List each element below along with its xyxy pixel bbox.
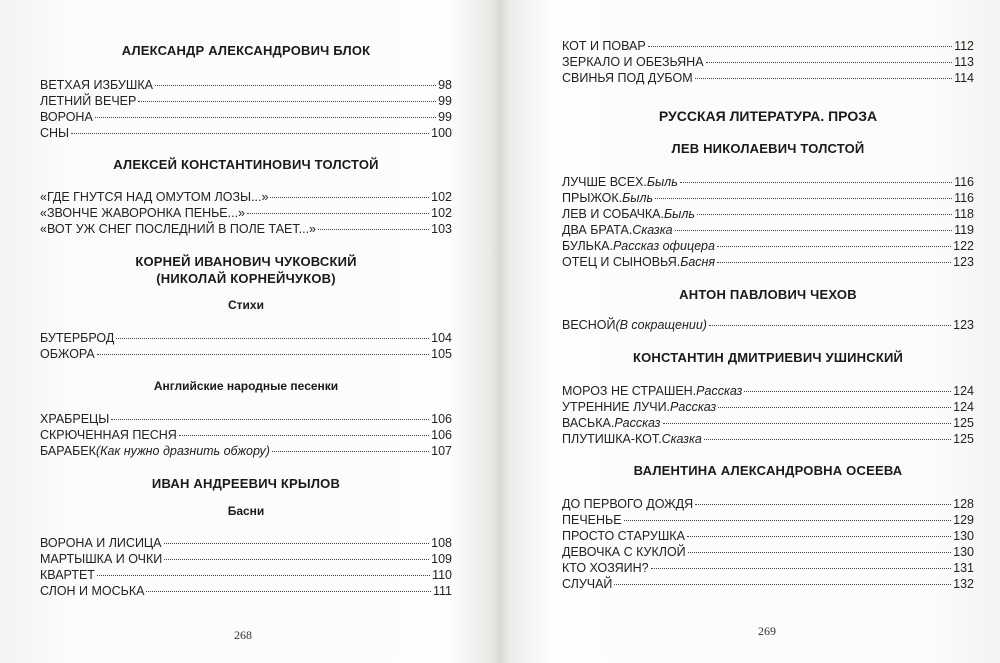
- dot-leader: [718, 407, 951, 408]
- toc-entry[interactable]: [562, 431, 974, 447]
- dot-leader: [146, 591, 431, 592]
- entry-title: КОТ И ПОВАР: [562, 39, 646, 53]
- dot-leader: [138, 101, 436, 102]
- entry-title: ВЕТХАЯ ИЗБУШКА: [40, 78, 153, 92]
- toc-entry[interactable]: [40, 205, 452, 221]
- toc-entry[interactable]: [562, 54, 974, 70]
- dot-leader: [97, 575, 430, 576]
- right-page: [562, 0, 974, 663]
- toc-entry[interactable]: [40, 125, 452, 141]
- entry-title: ОБЖОРА: [40, 347, 95, 361]
- dot-leader: [706, 62, 953, 63]
- author-heading: ЛЕВ НИКОЛАЕВИЧ ТОЛСТОЙ: [671, 141, 865, 156]
- entry-page: 119: [954, 223, 974, 237]
- entry-page: 99: [438, 94, 452, 108]
- dot-leader: [164, 543, 430, 544]
- toc-entry[interactable]: [40, 109, 452, 125]
- entry-title: УТРЕННИЕ ЛУЧИ.: [562, 400, 671, 414]
- entry-page: 130: [953, 545, 974, 559]
- entry-title: КВАРТЕТ: [40, 568, 95, 582]
- author-heading: АЛЕКСАНДР АЛЕКСАНДРОВИЧ БЛОК: [121, 43, 371, 58]
- toc-entry[interactable]: [562, 317, 974, 333]
- author-heading: КОНСТАНТИН ДМИТРИЕВИЧ УШИНСКИЙ: [632, 350, 904, 365]
- entry-page: 100: [431, 126, 452, 140]
- dot-leader: [111, 419, 429, 420]
- dot-leader: [709, 325, 951, 326]
- entry-note: Рассказ офицера: [612, 239, 715, 253]
- entry-title: ДВА БРАТА.: [562, 223, 633, 237]
- toc-entry[interactable]: [40, 427, 452, 443]
- entry-page: 118: [954, 207, 974, 221]
- left-page: [40, 0, 452, 663]
- dot-leader: [695, 504, 951, 505]
- entry-page: 110: [432, 568, 452, 582]
- subsection-heading: Стихи: [228, 298, 264, 312]
- dot-leader: [704, 439, 951, 440]
- toc-entry[interactable]: [40, 189, 452, 205]
- entry-page: 124: [953, 400, 974, 414]
- entry-page: 106: [431, 428, 452, 442]
- entry-title: «ВОТ УЖ СНЕГ ПОСЛЕДНИЙ В ПОЛЕ ТАЕТ...»: [40, 222, 316, 236]
- entry-note: Рассказ: [670, 400, 717, 414]
- toc-entry[interactable]: [40, 551, 452, 567]
- author-heading: КОРНЕЙ ИВАНОВИЧ ЧУКОВСКИЙ: [135, 254, 357, 269]
- toc-entry[interactable]: [40, 346, 452, 362]
- entry-page: 114: [954, 71, 974, 85]
- entry-title: «ЗВОНЧЕ ЖАВОРОНКА ПЕНЬЕ...»: [40, 206, 246, 220]
- section-title: РУССКАЯ ЛИТЕРАТУРА. ПРОЗА: [658, 108, 878, 124]
- entry-page: 131: [953, 561, 974, 575]
- toc-entry[interactable]: [562, 206, 974, 222]
- dot-leader: [655, 198, 952, 199]
- entry-page: 123: [953, 255, 974, 269]
- dot-leader: [270, 197, 429, 198]
- entry-page: 130: [953, 529, 974, 543]
- entry-title: «ГДЕ ГНУТСЯ НАД ОМУТОМ ЛОЗЫ...»: [40, 190, 269, 204]
- entry-title: ЛЕВ И СОБАЧКА.: [562, 207, 664, 221]
- subsection-heading: Английские народные песенки: [153, 379, 339, 393]
- dot-leader: [624, 520, 952, 521]
- toc-entry[interactable]: [562, 399, 974, 415]
- entry-page: 111: [432, 584, 452, 598]
- entry-page: 109: [431, 552, 452, 566]
- entry-title: ЛУЧШЕ ВСЕХ.: [562, 175, 647, 189]
- dot-leader: [272, 451, 429, 452]
- dot-leader: [179, 435, 429, 436]
- toc-entry[interactable]: [562, 70, 974, 86]
- toc-entry[interactable]: [562, 576, 974, 592]
- dot-leader: [318, 229, 429, 230]
- entry-title: ХРАБРЕЦЫ: [40, 412, 110, 426]
- entry-title: ВОРОНА И ЛИСИЦА: [40, 536, 162, 550]
- entry-title: БУТЕРБРОД: [40, 331, 115, 345]
- dot-leader: [651, 568, 952, 569]
- dot-leader: [744, 391, 951, 392]
- entry-page: 123: [953, 318, 974, 332]
- entry-note: Рассказ: [696, 384, 743, 398]
- entry-page: 132: [953, 577, 974, 591]
- dot-leader: [614, 584, 951, 585]
- toc-entry[interactable]: [40, 77, 452, 93]
- dot-leader: [164, 559, 429, 560]
- entry-title: СЛОН И МОСЬКА: [40, 584, 145, 598]
- dot-leader: [675, 230, 952, 231]
- toc-entry[interactable]: [562, 254, 974, 270]
- author-heading: АЛЕКСЕЙ КОНСТАНТИНОВИЧ ТОЛСТОЙ: [113, 157, 379, 172]
- author-heading: ВАЛЕНТИНА АЛЕКСАНДРОВНА ОСЕЕВА: [633, 463, 903, 478]
- entry-page: 104: [431, 331, 452, 345]
- entry-title: ПЛУТИШКА-КОТ.: [562, 432, 662, 446]
- toc-entry[interactable]: [562, 512, 974, 528]
- toc-entry[interactable]: [562, 38, 974, 54]
- entry-note: Быль: [622, 191, 654, 205]
- toc-entry[interactable]: [562, 190, 974, 206]
- entry-title: СЛУЧАЙ: [562, 577, 613, 591]
- toc-entry[interactable]: [562, 560, 974, 576]
- entry-page: 116: [954, 175, 974, 189]
- dot-leader: [663, 423, 952, 424]
- toc-entry[interactable]: [40, 567, 452, 583]
- entry-title: ВАСЬКА.: [562, 416, 615, 430]
- toc-entry[interactable]: [40, 411, 452, 427]
- entry-title: ПЕЧЕНЬЕ: [562, 513, 622, 527]
- toc-entry[interactable]: [562, 415, 974, 431]
- dot-leader: [680, 182, 952, 183]
- dot-leader: [648, 46, 952, 47]
- entry-note: (Как нужно дразнить обжору): [95, 444, 270, 458]
- dot-leader: [155, 85, 436, 86]
- entry-title: ЛЕТНИЙ ВЕЧЕР: [40, 94, 137, 108]
- entry-note: Рассказ: [614, 416, 661, 430]
- entry-page: 116: [954, 191, 974, 205]
- entry-page: 129: [953, 513, 974, 527]
- entry-page: 107: [431, 444, 452, 458]
- entry-page: 98: [438, 78, 452, 92]
- entry-title: БУЛЬКА.: [562, 239, 613, 253]
- dot-leader: [697, 214, 952, 215]
- toc-entry[interactable]: [562, 496, 974, 512]
- entry-title: СВИНЬЯ ПОД ДУБОМ: [562, 71, 693, 85]
- entry-page: 106: [431, 412, 452, 426]
- entry-page: 103: [431, 222, 452, 236]
- entry-title: ДО ПЕРВОГО ДОЖДЯ: [562, 497, 694, 511]
- entry-title: ВЕСНОЙ: [562, 318, 616, 332]
- toc-entry[interactable]: [562, 528, 974, 544]
- dot-leader: [95, 117, 436, 118]
- toc-entry[interactable]: [40, 93, 452, 109]
- dot-leader: [247, 213, 429, 214]
- entry-title: ПРЫЖОК.: [562, 191, 623, 205]
- entry-title: ОТЕЦ И СЫНОВЬЯ.: [562, 255, 681, 269]
- entry-page: 99: [438, 110, 452, 124]
- subsection-heading: Басни: [227, 504, 265, 518]
- entry-page: 102: [431, 206, 452, 220]
- page-number: 268: [234, 628, 252, 642]
- dot-leader: [687, 536, 951, 537]
- dot-leader: [717, 262, 951, 263]
- toc-entry[interactable]: [562, 544, 974, 560]
- entry-title: ПРОСТО СТАРУШКА: [562, 529, 685, 543]
- entry-note: Басня: [680, 255, 716, 269]
- entry-page: 124: [953, 384, 974, 398]
- toc-entry[interactable]: [40, 330, 452, 346]
- entry-title: КТО ХОЗЯИН?: [562, 561, 649, 575]
- entry-page: 122: [953, 239, 974, 253]
- toc-entry[interactable]: [40, 583, 452, 599]
- entry-title: ДЕВОЧКА С КУКЛОЙ: [562, 545, 686, 559]
- entry-page: 102: [431, 190, 452, 204]
- dot-leader: [688, 552, 951, 553]
- entry-title: СНЫ: [40, 126, 70, 140]
- entry-page: 108: [431, 536, 452, 550]
- toc-entry[interactable]: [562, 174, 974, 190]
- entry-title: СКРЮЧЕННАЯ ПЕСНЯ: [40, 428, 177, 442]
- entry-title: БАРАБЕК: [40, 444, 96, 458]
- entry-title: ВОРОНА: [40, 110, 93, 124]
- author-pseudonym: (НИКОЛАЙ КОРНЕЙЧУКОВ): [156, 271, 336, 286]
- dot-leader: [717, 246, 951, 247]
- toc-entry[interactable]: [40, 535, 452, 551]
- toc-entry[interactable]: [40, 443, 452, 459]
- dot-leader: [695, 78, 952, 79]
- page-number: 269: [758, 624, 776, 638]
- entry-note: Быль: [664, 207, 695, 221]
- author-heading: АНТОН ПАВЛОВИЧ ЧЕХОВ: [679, 287, 857, 302]
- entry-page: 128: [953, 497, 974, 511]
- entry-note: Быль: [646, 175, 678, 189]
- dot-leader: [116, 338, 429, 339]
- author-heading: ИВАН АНДРЕЕВИЧ КРЫЛОВ: [151, 476, 341, 491]
- entry-note: Сказка: [632, 223, 673, 237]
- entry-page: 125: [953, 416, 974, 430]
- dot-leader: [97, 354, 429, 355]
- entry-page: 125: [953, 432, 974, 446]
- entry-page: 113: [954, 55, 974, 69]
- toc-entry[interactable]: [562, 383, 974, 399]
- entry-title: МОРОЗ НЕ СТРАШЕН.: [562, 384, 697, 398]
- entry-title: МАРТЫШКА И ОЧКИ: [40, 552, 163, 566]
- dot-leader: [71, 133, 429, 134]
- entry-page: 112: [954, 39, 974, 53]
- entry-note: (В сокращении): [615, 318, 707, 332]
- entry-note: Сказка: [661, 432, 702, 446]
- toc-entry[interactable]: [562, 222, 974, 238]
- toc-entry[interactable]: [562, 238, 974, 254]
- entry-page: 105: [431, 347, 452, 361]
- entry-title: ЗЕРКАЛО И ОБЕЗЬЯНА: [562, 55, 704, 69]
- toc-entry[interactable]: [40, 221, 452, 237]
